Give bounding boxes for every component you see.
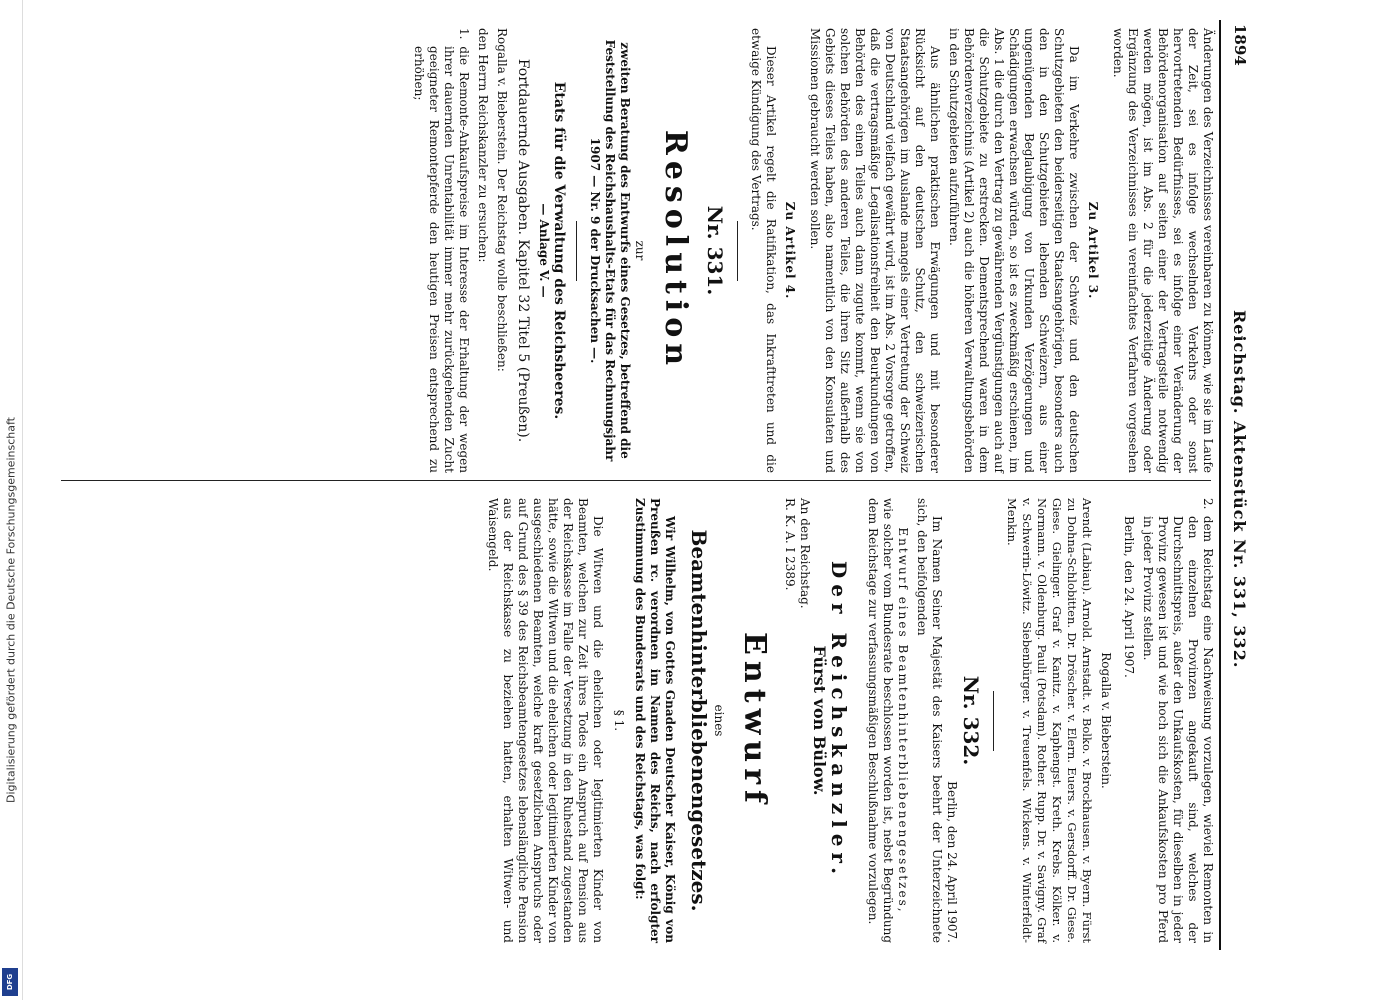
paragraph-verzeichnis: Änderungen des Verzeichnisses vereinbaren zu können, wie sie im Laufe der Zeit, sei es infolge wechselnden Verkehrs oder sonst hervortretenden Bedürfnisses, sei es infolge einer Veränderung der Behördenorganisation auf seiten einer der Vertragsteile notwendig werden mögen, ist im Abs. 2 für die jederzeitige Änderung oder Ergänzung des Verzeichnisses ein vereinfachtes Verfahren vorgesehen worden. (1111, 28, 1215, 473)
page-content (45, 10, 1255, 960)
anlage-label: — Anlage V. — (537, 203, 551, 298)
reichskanzler-title: Der Reichskanzler. (827, 560, 851, 881)
paragraph-schutzgebiete: Da im Verkehre zwischen der Schweiz und den deutschen Schutzgebieten den beiderseitigen Staatsangehörigen, besonders auch den in den Schutzgebieten lebenden Schweizern, aus einer ungenügenden Beglaubigung von Urkunden Verzögerungen und Schädigungen erwachsen würden, so ist es zweckmäßig erschienen, im Abs. 1 die durch den Vertrag zu gewährenden Vergünstigungen auch auf die Schutzgebiete zu erstrecken. Dementsprechend waren in dem Behördenverzeichnis (Artikel 2) auch die höheren Verwaltungsbehörden in den Schutzgebieten aufzuführen. (947, 28, 1081, 473)
reference-number: R. K. A. I 2389. (783, 498, 797, 591)
dfg-logo (2, 968, 18, 996)
fortdauernde-ausgaben: Fortdauernde Ausgaben. Kapitel 32 Titel 5 (Preußen). (515, 58, 531, 443)
motion-text: Rogalla v. Bieberstein. Der Reichstag wolle beschließen: (495, 28, 509, 372)
entwurf-line: Entwurf eines Beamtenhinterbliebenengesetzes, (896, 527, 910, 914)
entwurf-title: Entwurf (737, 632, 772, 809)
section-rule (737, 221, 738, 281)
paragraph-witwen: Die Witwen und die ehelichen oder legitimierten Kinder von Beamten, welchen zur Zeit ihres Todes ein Anspruch auf Pension aus der Reichskasse im Falle der Versetzung in den Ruhestand zugestanden hätte, sowie die Witwen und die ehelichen oder legitimierten Kinder von ausgeschiedenen Beamten, welche kraft gesetzlichen Anspruchs oder auf Grund des § 39 des Reichsbeamtengesetzes lebenslängliche Pension aus der Reichskasse zu beziehen hatten, erhalten Witwen- und Waisengeld. (486, 498, 605, 943)
digitization-credit: Digitalisierung gefördert durch die Deutsche Forschungsgemeinschaft (4, 417, 18, 803)
paragraph-number: § 1. (612, 709, 626, 732)
addressee: An den Reichstag. (798, 498, 812, 609)
page-number: 1894 (1231, 24, 1249, 66)
heading-artikel-3: Zu Artikel 3. (1086, 201, 1100, 300)
list-item: 1. die Remonte-Ankaufspreise im Interesse der Erhaltung der wegen ihrer dauernden Unrentabilität immer mehr zurückgehenden Zucht geeigneter Remontepferde den heutigen Preisen entsprechend zu erhöhen; (412, 28, 471, 473)
page-header-title: Reichstag. Aktenstück Nr. 331, 332. (1230, 310, 1249, 669)
eines-label: eines (712, 704, 726, 737)
document-number-332: Nr. 332. (959, 675, 983, 766)
etat-heading: Etats für die Verwaltung des Reichsheeres. (551, 81, 567, 420)
gesetz-title: Beamtenhinterbliebenengesetzes. (687, 529, 711, 912)
column-divider (61, 480, 1211, 481)
document-number-331: Nr. 331. (703, 205, 727, 296)
request-text: den Herrn Reichskanzler zu ersuchen: (476, 28, 490, 263)
left-column (65, 28, 1215, 473)
co-signer-list: Arendt (Labiau). Arnold. Arnstadt. v. Bolko. v. Brockhausen. v. Byern. Fürst zu Dohna-Schlobitten. Dr. Dröscher. v. Elern. Euers. v. Gersdorff. Dr. Giese. Giese. Gielinger. Graf v. Kanitz. v. Kaphengst. Kreth. Krebs. Kölker. v. Normann. v. Oldenburg. Pauli (Potsdam). Rother. Rupp. Dr. v. Savigny. Graf v. Schwerin-Löwitz. Siebenbürger. v. Treuenfels. Wickens. v. Winterfeldt-Menkin. (1005, 498, 1094, 943)
signer-name: Rogalla v. Bieberstein. (1099, 652, 1113, 789)
date-line: Berlin, den 24. April 1907. (1122, 516, 1136, 678)
date-line: Berlin, den 24. April 1907. (945, 781, 959, 943)
enacting-formula: Wir Wilhelm, von Gottes Gnaden Deutscher Kaiser, König von Preußen rc. verordnen im Namen des Reichs, nach erfolgter Zustimmung des Bundesrats und des Reichstags, was folgt: (633, 498, 677, 943)
list-item: 2. dem Reichstag eine Nachweisung vorzulegen, wieviel Remonten in den einzelnen Provinzen angekauft sind, welches der Durchschnittspreis, außer den Unkaufskosten, für dieselben in jeder Provinz gewesen ist und wie hoch sich die Ankaufskosten pro Pferd in jeder Provinz stellen. (1141, 498, 1215, 943)
paragraph-bundesrat: wie solcher vom Bundesrate beschlossen worden ist, nebst Begründung dem Reichstage zur verfassungsmäßigen Beschlußnahme vorzulegen. (866, 498, 895, 943)
section-rule (576, 221, 577, 281)
resolution-subject: zweiten Beratung des Entwurfs eines Gesetzes, betreffend die Feststellung des Reichshaushalts-Etats für das Rechnungsjahr 1907 — Nr. 9 der Drucksachen —. (588, 39, 632, 462)
reichskanzler-signature: Fürst von Bülow. (810, 645, 829, 796)
right-column (65, 498, 1215, 943)
paragraph-intro: Im Namen Seiner Majestät des Kaisers beehrt der Unterzeichnete sich, den beifolgenden (915, 498, 944, 943)
resolution-title: Resolution (658, 129, 693, 372)
dfg-logo-text: DFG (6, 973, 14, 991)
resolution-zur: zur (633, 240, 647, 261)
paragraph-erwaegungen: Aus ähnlichen praktischen Erwägungen und mit besonderer Rücksicht auf den deutschen Schutz, den schweizerischen Staatsangehörigen im Auslande mangels einer Vertretung der Schweiz von Deutschland vielfach gewährt wird, ist im Abs. 2 Vorsorge getroffen, daß die vertragsmäßige Legalisationsfreiheit den Beurkundungen von Behörden des einen Teiles auch dann zugute kommt, wenn sie von solchen Behörden des anderen Teiles, die ihren Sitz außerhalb des Gebiets dieses Teiles haben, also namentlich von den Konsulaten und Missionen gebraucht werden sollen. (808, 28, 942, 473)
paragraph-ratifikation: Dieser Artikel regelt die Ratifikation, das Inkrafttreten und die etwaige Kündigung des Vertrags. (749, 28, 778, 473)
margin-sidebar (0, 0, 23, 1000)
section-rule (993, 691, 994, 751)
heading-artikel-4: Zu Artikel 4. (783, 201, 797, 300)
scanned-page (45, 10, 1255, 960)
header-rule (1219, 20, 1221, 950)
